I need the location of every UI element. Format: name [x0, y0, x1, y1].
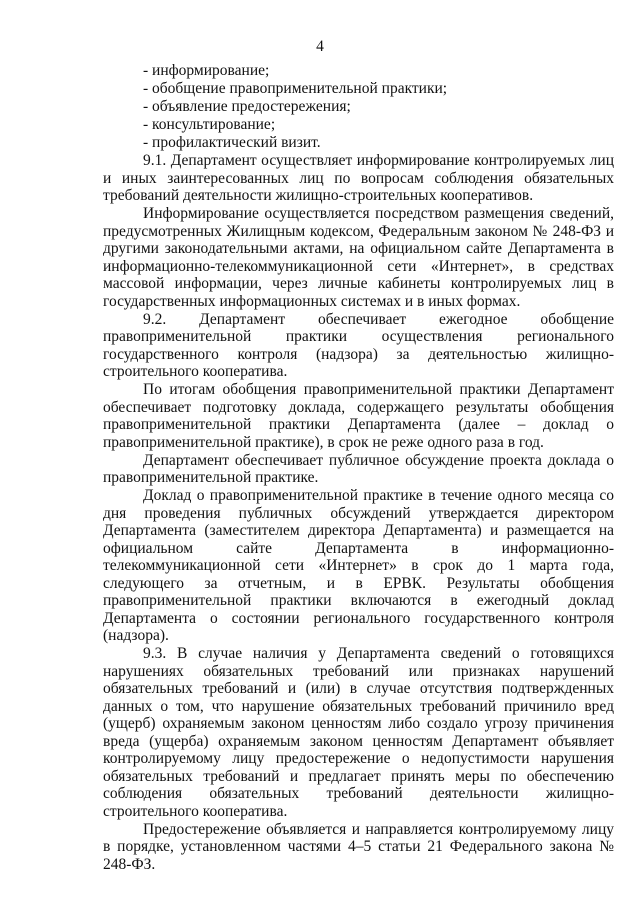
paragraph-public-discussion: Департамент обеспечивает публичное обсуждение проекта доклада о правоприменительной практике. [103, 451, 614, 486]
paragraph-report-preparation: По итогам обобщения правоприменительной практики Департамент обеспечивает подготовку доклада, содержащего результаты обобщения правоприменительной практики Департамента (далее – доклад о правоприменительной практике), в срок не реже одного раза в год. [103, 381, 614, 451]
paragraph-9-3: 9.3. В случае наличия у Департамента сведений о готовящихся нарушениях обязательных требований или признаках нарушений обязательных требований и (или) в случае отсутствия подтвержденных данных о том, что нарушение обязательных требований причинило вред (ущерб) охраняемым законом ценностям либо создало угрозу причинения вреда (ущерба) охраняемым законом ценностям Департамент объявляет контролируемому лицу предостережение о недопустимости нарушения обязательных требований и предлагает принять меры по обеспечению соблюдения обязательных требований деятельности жилищно-строительного кооператива. [103, 645, 614, 820]
document-body [103, 62, 614, 873]
page-number: 4 [316, 38, 324, 55]
list-item: - информирование; [143, 62, 270, 79]
paragraph-9-2: 9.2. Департамент обеспечивает ежегодное обобщение правоприменительной практики осуществления регионального государственного контроля (надзора) за деятельностью жилищно-строительного кооператива. [103, 310, 614, 380]
list-item: - профилактический визит. [143, 134, 321, 151]
paragraph-9-1: 9.1. Департамент осуществляет информирование контролируемых лиц и иных заинтересованных лиц по вопросам соблюдения обязательных требований деятельности жилищно-строительных кооперативов. [103, 152, 614, 204]
paragraph-report-approval: Доклад о правоприменительной практике в течение одного месяца со дня проведения публичных обсуждений утверждается директором Департамента (заместителем директора Департамента) и размещается на официальном сайте Департамента в информационно-телекоммуникационной сети «Интернет» в срок до 1 марта года, следующего за отчетным, и в ЕРВК. Результаты обобщения правоприменительной практики включаются в ежегодный доклад Департамента о состоянии регионального государственного контроля (надзора). [103, 487, 614, 644]
paragraph-informing: Информирование осуществляется посредством размещения сведений, предусмотренных Жилищным кодексом, Федеральным законом № 248-ФЗ и другими законодательными актами, на официальном сайте Департамента в информационно-телекоммуникационной сети «Интернет», в средствах массовой информации, через личные кабинеты контролируемых лиц в государственных информационных системах и в иных формах. [103, 205, 614, 310]
list-item: - консультирование; [143, 116, 276, 133]
prevention-measures-list [103, 62, 614, 152]
list-item: - обобщение правоприменительной практики; [143, 80, 448, 97]
paragraph-warning-procedure: Предостережение объявляется и направляется контролируемому лицу в порядке, установленном частями 4–5 статьи 21 Федерального закона № 248-ФЗ. [103, 820, 614, 873]
list-item: - объявление предостережения; [143, 98, 351, 115]
